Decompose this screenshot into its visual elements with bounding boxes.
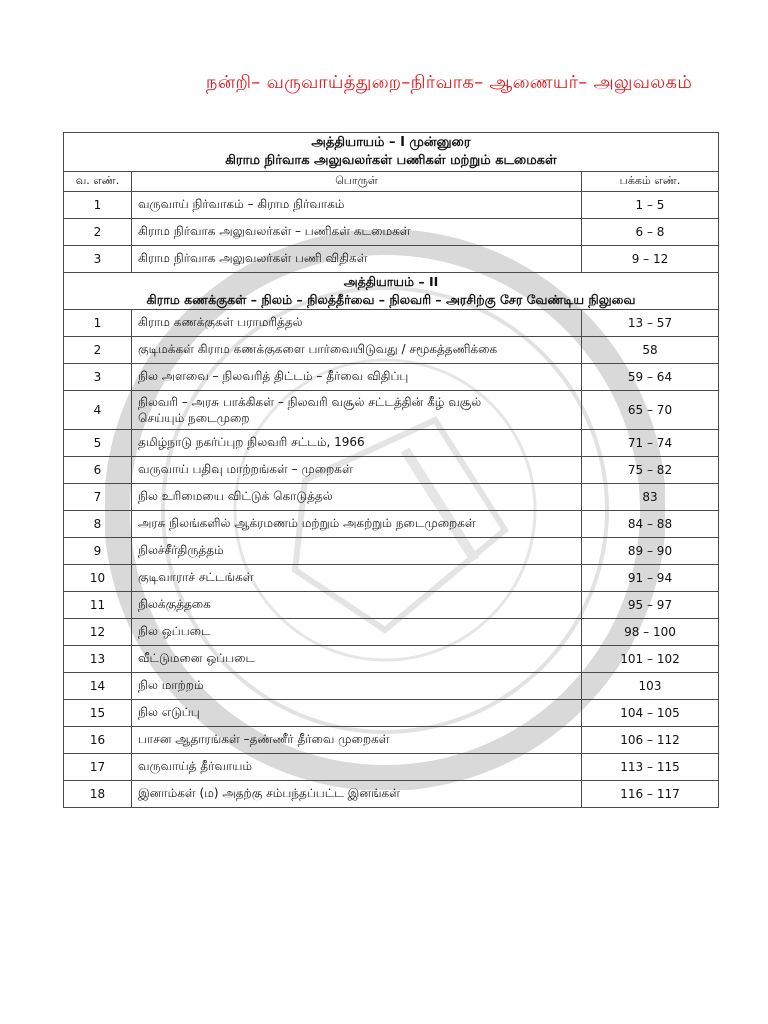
row-subject: கிராம கணக்குகள் பராமரித்தல் (132, 310, 582, 337)
row-number: 3 (64, 364, 132, 391)
column-header-page: பக்கம் எண். (582, 172, 719, 192)
row-subject: அரசு நிலங்களில் ஆக்ரமணம் மற்றும் அகற்றும் நடைமுறைகள் (132, 511, 582, 538)
row-pages: 6 – 8 (582, 219, 719, 246)
table-row (64, 511, 719, 538)
section-2-subtitle: கிராம கணக்குகள் – நிலம் – நிலத்தீர்வை – நிலவரி – அரசிற்கு சேர வேண்டிய நிலுவை (146, 292, 636, 307)
row-pages: 116 – 117 (582, 781, 719, 808)
table-row (64, 538, 719, 565)
row-subject: நில உரிமையை விட்டுக் கொடுத்தல் (132, 484, 582, 511)
row-number: 17 (64, 754, 132, 781)
row-number: 6 (64, 457, 132, 484)
row-subject: நிலச்சீர்திருத்தம் (132, 538, 582, 565)
row-pages: 58 (582, 337, 719, 364)
table-row (64, 646, 719, 673)
row-pages: 13 – 57 (582, 310, 719, 337)
row-number: 8 (64, 511, 132, 538)
row-pages: 89 – 90 (582, 538, 719, 565)
row-subject: நிலக்குத்தகை (132, 592, 582, 619)
row-pages: 83 (582, 484, 719, 511)
table-row (64, 754, 719, 781)
row-number: 1 (64, 192, 132, 219)
column-header-no: வ. எண். (64, 172, 132, 192)
table-row (64, 430, 719, 457)
row-pages: 103 (582, 673, 719, 700)
row-number: 13 (64, 646, 132, 673)
row-subject (132, 391, 582, 430)
row-pages: 75 – 82 (582, 457, 719, 484)
section-2-header (64, 273, 719, 310)
row-subject: குடிவாராச் சட்டங்கள் (132, 565, 582, 592)
row-pages: 1 – 5 (582, 192, 719, 219)
row-subject: பாசன ஆதாரங்கள் –தண்ணீர் தீர்வை முறைகள் (132, 727, 582, 754)
row-pages: 71 – 74 (582, 430, 719, 457)
row-number: 15 (64, 700, 132, 727)
page-heading: நன்றி– வருவாய்த்துறை–நிர்வாக– ஆணையர்– அலுவலகம் (205, 72, 693, 93)
table-row (64, 246, 719, 273)
section-1-header (64, 133, 719, 172)
row-subject: வருவாய் பதிவு மாற்றங்கள் – முறைகள் (132, 457, 582, 484)
row-number: 1 (64, 310, 132, 337)
row-subject: நில எடுப்பு (132, 700, 582, 727)
table-row (64, 781, 719, 808)
row-subject: வருவாய் நிர்வாகம் – கிராம நிர்வாகம் (132, 192, 582, 219)
section-1-subtitle: கிராம நிர்வாக அலுவலர்கள் பணிகள் மற்றும் கடமைகள் (225, 153, 557, 168)
row-subject: நில ஒப்படை (132, 619, 582, 646)
table-row (64, 565, 719, 592)
row-subject: நில மாற்றம் (132, 673, 582, 700)
row-number: 2 (64, 219, 132, 246)
row-subject: நில அளவை – நிலவரித் திட்டம் – தீர்வை விதிப்பு (132, 364, 582, 391)
row-number: 4 (64, 391, 132, 430)
row-pages: 91 – 94 (582, 565, 719, 592)
section-1-title: அத்தியாயம் – I முன்னுரை (311, 135, 471, 150)
row-number: 9 (64, 538, 132, 565)
table-row (64, 337, 719, 364)
table-row (64, 484, 719, 511)
row-pages: 101 – 102 (582, 646, 719, 673)
table-row (64, 310, 719, 337)
row-pages: 106 – 112 (582, 727, 719, 754)
table-row (64, 192, 719, 219)
row-number: 3 (64, 246, 132, 273)
row-subject: வருவாய்த் தீர்வாயம் (132, 754, 582, 781)
column-header-row (64, 172, 719, 192)
table-row (64, 391, 719, 430)
row-number: 14 (64, 673, 132, 700)
table-row (64, 457, 719, 484)
row-pages: 95 – 97 (582, 592, 719, 619)
row-subject: இனாம்கள் (ம) அதற்கு சம்பந்தப்பட்ட இனங்கள் (132, 781, 582, 808)
column-header-subject: பொருள் (132, 172, 582, 192)
row-pages: 113 – 115 (582, 754, 719, 781)
row-subject: தமிழ்நாடு நகர்ப்புற நிலவரி சட்டம், 1966 (132, 430, 582, 457)
row-number: 18 (64, 781, 132, 808)
row-number: 12 (64, 619, 132, 646)
row-pages: 98 – 100 (582, 619, 719, 646)
row-number: 11 (64, 592, 132, 619)
row-pages: 84 – 88 (582, 511, 719, 538)
row-subject-line-1: நிலவரி – அரசு பாக்கிகள் – நிலவரி வசூல் சட்டத்தின் கீழ் வசூல் (138, 395, 482, 409)
row-subject-line-2: செய்யும் நடைமுறை (138, 411, 250, 425)
table-row (64, 700, 719, 727)
row-number: 2 (64, 337, 132, 364)
row-pages: 65 – 70 (582, 391, 719, 430)
table-row (64, 219, 719, 246)
row-pages: 104 – 105 (582, 700, 719, 727)
row-pages: 9 – 12 (582, 246, 719, 273)
table-row (64, 592, 719, 619)
row-number: 7 (64, 484, 132, 511)
section-2-title: அத்தியாயம் – II (343, 274, 439, 289)
row-subject: குடிமக்கள் கிராம கணக்குகளை பார்வையிடுவது / சமூகத்தணிக்கை (132, 337, 582, 364)
row-number: 5 (64, 430, 132, 457)
table-row (64, 727, 719, 754)
row-pages: 59 – 64 (582, 364, 719, 391)
row-subject: கிராம நிர்வாக அலுவலர்கள் – பணிகள் கடமைகள் (132, 219, 582, 246)
row-subject: கிராம நிர்வாக அலுவலர்கள் பணி விதிகள் (132, 246, 582, 273)
table-row (64, 619, 719, 646)
row-number: 10 (64, 565, 132, 592)
table-row (64, 364, 719, 391)
contents-table (63, 132, 719, 808)
row-number: 16 (64, 727, 132, 754)
row-subject: வீட்டுமனை ஒப்படை (132, 646, 582, 673)
table-row (64, 673, 719, 700)
